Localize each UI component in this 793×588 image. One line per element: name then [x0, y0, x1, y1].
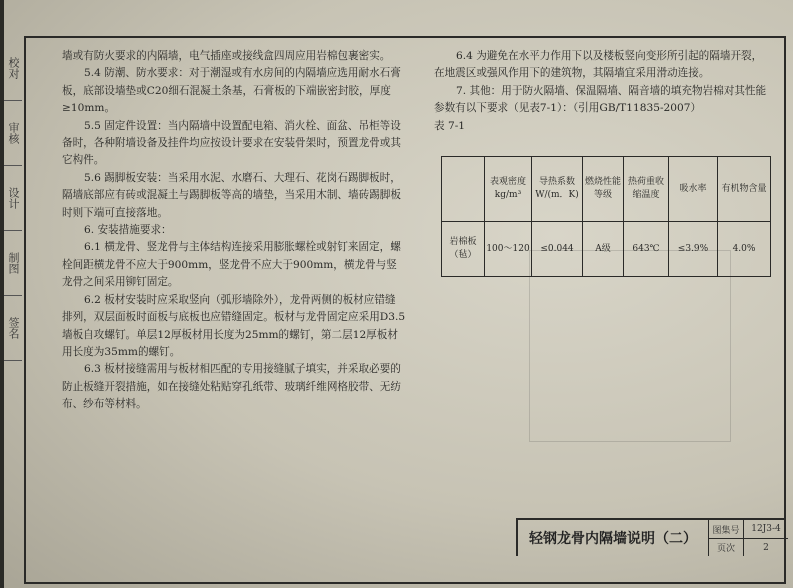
table-row: [442, 222, 771, 277]
sheet-title: 轻钢龙骨内隔墙说明（二）: [518, 520, 709, 556]
section-heading: 6. 安装措施要求：: [84, 224, 172, 237]
binding-label: 制图: [4, 231, 22, 296]
table-header-cell: 导热系数W/(m．K): [532, 157, 583, 222]
table-cell: 4.0%: [718, 222, 771, 277]
paragraph: 5.4 防潮、防水要求：对于潮湿或有水房间的内隔墙应选用耐水石膏板，底部设墙垫或C20细石混凝土条基，石膏板的下端嵌密封胶，厚度≥10mm。: [62, 67, 401, 115]
table-caption: 表 7-1: [434, 119, 466, 132]
table-cell: A级: [583, 222, 624, 277]
table-header-cell: 表观密度kg/m³: [485, 157, 532, 222]
table-cell: ≤0.044: [532, 222, 583, 277]
paragraph: 5.5 固定件设置：当内隔墙中设置配电箱、消火栓、面盆、吊柜等设备时，各种附墙设备及挂件均应按设计要求在安装骨架时，预置龙骨或其它构件。: [62, 119, 401, 167]
binding-label: 设计: [4, 166, 22, 231]
title-block: [516, 518, 786, 556]
table-cell: 100～120: [485, 222, 532, 277]
paragraph: 6.1 横龙骨、竖龙骨与主体结构连接采用膨胀螺栓或射钉来固定，螺栓间距横龙骨不应大于900mm，竖龙骨不应大于900mm，横龙骨与竖龙骨之间采用铆钉固定。: [62, 241, 401, 289]
paragraph: 7. 其他：用于防火隔墙、保温隔墙、隔音墙的填充物岩棉对其性能参数有以下要求（见表7-1）：（引用GB/T11835-2007）: [434, 84, 767, 115]
page-number: 2: [763, 542, 769, 553]
binding-label: 审核: [4, 101, 22, 166]
page-label: 页次: [709, 539, 744, 556]
paragraph: 6.2 板材安装时应采取竖向（弧形墙除外），龙骨两侧的板材应错缝排列，双层面板时面板与底板也应错缝固定。板材与龙骨固定应采用D3.5墙板自攻螺钉。单层12厚板材用长度为25mm的螺钉，第二层12厚板材用长度为35mm的螺钉。: [62, 293, 406, 358]
paragraph: 5.6 踢脚板安装：当采用水泥、水磨石、大理石、花岗石踢脚板时，隔墙底部应有砖或混凝土与踢脚板等高的墙垫，当采用木制、墙砖踢脚板时则下端可直接落地。: [62, 171, 401, 219]
drawing-sheet: [4, 0, 793, 588]
atlas-number: 12J3-4: [744, 520, 788, 539]
table-header-cell: 热荷重收缩温度: [624, 157, 669, 222]
binding-strip: [4, 36, 25, 396]
table-corner-cell: [442, 157, 485, 222]
paragraph: 6.4 为避免在水平力作用下以及楼板竖向变形所引起的隔墙开裂，在地震区或强风作用下的建筑物，其隔墙宜采用滑动连接。: [434, 50, 763, 80]
table-header-cell: 燃烧性能等级: [583, 157, 624, 222]
paragraph: 墙或有防火要求的内隔墙，电气插座或接线盒四周应用岩棉包裹密实。: [62, 50, 391, 62]
right-text-column: [434, 48, 770, 135]
left-text-column: [62, 48, 406, 414]
show-through-grid: [529, 250, 731, 442]
table-header-cell: 有机物含量: [718, 157, 771, 222]
table-header-row: [442, 157, 771, 222]
binding-label: 签名: [4, 296, 22, 361]
binding-label: 校对: [4, 36, 22, 101]
table-row-label: 岩棉板（毡）: [442, 222, 485, 277]
paragraph: 6.3 板材接缝需用与板材相匹配的专用接缝腻子填实，并采取必要的防止板缝开裂措施，如在接缝处粘贴穿孔纸带、玻璃纤维网格胶带、无纺布、纱布等材料。: [62, 363, 401, 411]
atlas-label: 图集号: [709, 520, 744, 539]
table-cell: ≤3.9%: [669, 222, 718, 277]
rock-wool-property-table: [441, 156, 771, 277]
table-cell: 643℃: [624, 222, 669, 277]
table-header-cell: 吸水率: [669, 157, 718, 222]
